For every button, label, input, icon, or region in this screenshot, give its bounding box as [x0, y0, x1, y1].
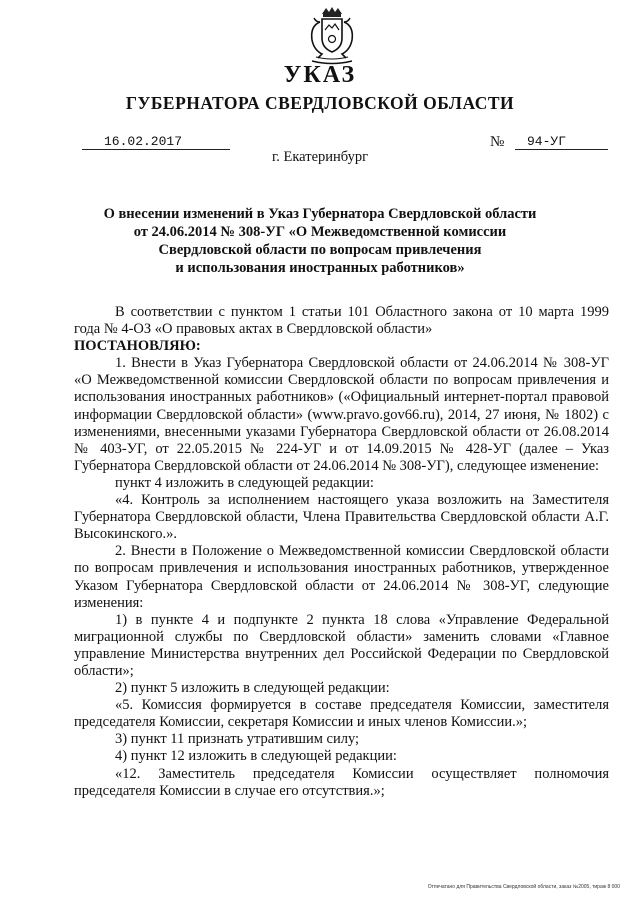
paragraph-7: «5. Комиссия формируется в составе председателя Комиссии, заместителя председателя Комиссии, секретаря Комиссии и иных членов Комиссии.»; [74, 697, 609, 731]
paragraph-8: 3) пункт 11 признать утратившим силу; [115, 731, 360, 748]
heading-line: от 24.06.2014 № 308-УГ «О Межведомственной комиссии [133, 224, 507, 240]
paragraph-1: 1. Внести в Указ Губернатора Свердловской области от 24.06.2014 № 308-УГ «О Межведомственной комиссии Свердловской области по вопросам привлечения и использования иностранных работников» («Официальный интернет-портал правовой информации Свердловской области» (www.pravo.gov66.ru), 2014, 27 июня, № 1802) с изменениями, внесенными указами Губернатора Свердловской области от 26.08.2014 № 403-УГ, от 22.05.2015 № 224-УГ и от 14.09.2015 № 428-УГ (далее – Указ Губернатора Свердловской области от 24.06.2014 № 308-УГ), следующее изменение: [74, 355, 609, 474]
document-body [74, 304, 609, 800]
paragraph-2: пункт 4 изложить в следующей редакции: [115, 474, 374, 491]
paragraph-10: «12. Заместитель председателя Комиссии осуществляет полномочия председателя Комиссии в случае его отсутствия.»; [74, 765, 609, 799]
document-subtitle: ГУБЕРНАТОРА СВЕРДЛОВСКОЙ ОБЛАСТИ [125, 93, 515, 113]
paragraph-6: 2) пункт 5 изложить в следующей редакции: [115, 680, 390, 697]
paragraph-9: 4) пункт 12 изложить в следующей редакции: [115, 748, 397, 765]
document-heading [60, 205, 580, 277]
number-label: № [490, 134, 505, 150]
paragraph-4: 2. Внести в Положение о Межведомственной комиссии Свердловской области по вопросам привлечения и использования иностранных работников, утвержденное Указом Губернатора Свердловской области от 24.06.2014 № 308-УГ, следующие изменения: [74, 543, 609, 611]
heading-line: О внесении изменений в Указ Губернатора Свердловской области [103, 206, 537, 222]
document-date: 16.02.2017 [82, 134, 230, 150]
intro-paragraph: В соответствии с пунктом 1 статьи 101 Областного закона от 10 марта 1999 года № 4-ОЗ «О правовых актах в Свердловской области» [74, 304, 609, 338]
city: г. Екатеринбург [271, 149, 369, 165]
print-note: Отпечатано для Правительства Свердловской области, заказ №2005, тираж 8 000 [427, 884, 620, 890]
paragraph-3: «4. Контроль за исполнением настоящего указа возложить на Заместителя Губернатора Свердловской области, Члена Правительства Свердловской области А.Г. Высокинского.». [74, 492, 609, 543]
coat-of-arms-icon [300, 6, 364, 66]
paragraph-5: 1) в пункте 4 и подпункте 2 пункта 18 слова «Управление Федеральной миграционной службы по Свердловской области» заменить словами «Главное управление Министерства внутренних дел Российской Федерации по Свердловской области»; [74, 611, 609, 679]
decree-word: ПОСТАНОВЛЯЮ: [74, 338, 201, 355]
document-title: УКАЗ [283, 62, 357, 88]
document-number: 94-УГ [515, 134, 608, 150]
heading-line: Свердловской области по вопросам привлечения [158, 242, 482, 258]
heading-line: и использования иностранных работников» [175, 260, 465, 276]
